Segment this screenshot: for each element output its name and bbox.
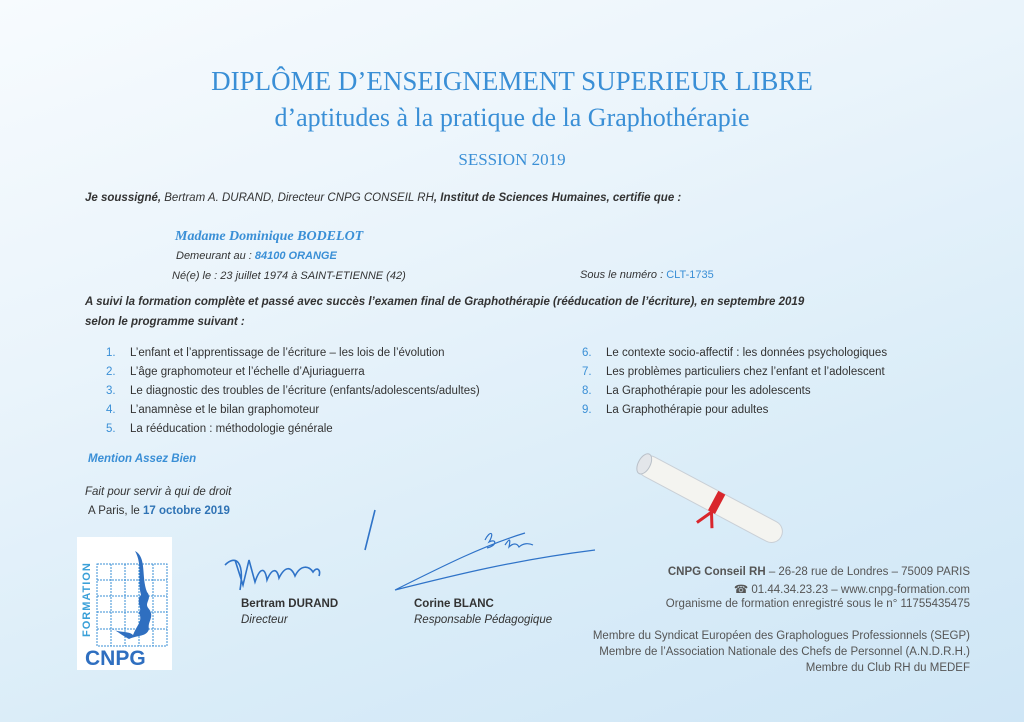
org-contact — [734, 582, 970, 596]
intro-part: , Institut de Sciences Humaines, certifie que : — [433, 192, 682, 204]
item-text: L’âge graphomoteur et l’échelle d’Ajuriaguerra — [130, 366, 365, 378]
item-number: 6. — [582, 347, 592, 359]
item-number: 4. — [106, 404, 116, 416]
fait-text: Fait pour servir à qui de droit — [85, 486, 232, 498]
item-text: La rééducation : méthodologie générale — [130, 423, 333, 435]
program-item — [582, 404, 887, 423]
address-label: Demeurant au : — [176, 250, 255, 262]
program-item — [106, 366, 480, 385]
signatory-name: Corine BLANC — [414, 598, 494, 610]
program-item — [106, 347, 480, 366]
item-text: L’anamnèse et le bilan graphomoteur — [130, 404, 320, 416]
recipient-name: Madame Dominique BODELOT — [175, 229, 364, 244]
signatory-role: Directeur — [241, 614, 288, 626]
intro — [85, 192, 681, 204]
org-address — [668, 566, 970, 578]
place: A Paris, le — [88, 505, 143, 517]
program-item — [582, 366, 887, 385]
session: SESSION 2019 — [458, 150, 566, 169]
phone-icon: ☎ — [733, 584, 749, 596]
program-item — [582, 347, 887, 366]
address-value: 84100 ORANGE — [254, 250, 337, 262]
org-registration: Organisme de formation enregistré sous le n° 11755435475 — [665, 598, 970, 610]
signatory-role: Responsable Pédagogique — [414, 614, 553, 626]
item-number: 5. — [106, 423, 116, 435]
item-text: Les problèmes particuliers chez l’enfant et l’adolescent — [606, 366, 885, 378]
diploma-title: DIPLÔME D’ENSEIGNEMENT SUPERIEUR LIBRE — [211, 66, 813, 96]
membership: Membre de l’Association Nationale des Chefs de Personnel (A.N.D.R.H.) — [599, 646, 970, 658]
item-number: 7. — [582, 366, 592, 378]
item-text: L’enfant et l’apprentissage de l’écriture – les lois de l’évolution — [130, 347, 445, 359]
item-text: Le diagnostic des troubles de l’écriture (enfants/adolescents/adultes) — [130, 385, 480, 397]
item-number: 9. — [582, 404, 592, 416]
statement-line2: selon le programme suivant : — [85, 316, 245, 328]
recipient-address — [176, 250, 337, 262]
item-text: La Graphothérapie pour adultes — [606, 404, 769, 416]
recipient-birth: Né(e) le : 23 juillet 1974 à SAINT-ETIENNE (42) — [172, 270, 406, 282]
place-date — [88, 505, 230, 517]
signatures — [215, 505, 605, 605]
membership: Membre du Club RH du MEDEF — [805, 662, 970, 674]
program-item — [106, 423, 480, 442]
blanc-signature — [395, 533, 595, 590]
membership: Membre du Syndicat Européen des Graphologues Professionnels (SEGP) — [592, 630, 970, 642]
signatory-name: Bertram DURAND — [241, 598, 339, 610]
number-value: CLT-1735 — [666, 269, 714, 281]
program-list-right — [582, 347, 887, 423]
program-item — [582, 385, 887, 404]
item-number: 3. — [106, 385, 116, 397]
logo-name: CNPG — [85, 647, 146, 670]
diploma-scroll-illustration — [625, 450, 795, 550]
item-text: La Graphothérapie pour les adolescents — [606, 385, 811, 397]
item-number: 1. — [106, 347, 116, 359]
org-phone-web: 01.44.34.23.23 – www.cnpg-formation.com — [748, 584, 970, 596]
org-name: CNPG Conseil RH — [667, 566, 766, 578]
logo-vertical-text: FORMATION — [81, 562, 93, 637]
diploma-subtitle: d’aptitudes à la pratique de la Graphothérapie — [274, 103, 750, 132]
recipient-number — [580, 269, 714, 281]
mention: Mention Assez Bien — [88, 453, 197, 465]
intro-part: Je soussigné, — [85, 192, 162, 204]
program-item — [106, 385, 480, 404]
durand-signature — [225, 510, 375, 590]
item-text: Le contexte socio-affectif : les données psychologiques — [606, 347, 888, 359]
org-street: – 26-28 rue de Londres – 75009 PARIS — [765, 566, 970, 578]
date: 17 octobre 2019 — [142, 505, 230, 517]
number-label: Sous le numéro : — [580, 269, 667, 281]
statement-line1: A suivi la formation complète et passé avec succès l’examen final de Graphothérapie (rééducation de l’écriture), en septembre 2019 — [85, 296, 805, 308]
program-list-left — [106, 347, 480, 442]
program-item — [106, 404, 480, 423]
item-number: 2. — [106, 366, 116, 378]
intro-part: Bertram A. DURAND, Directeur CNPG CONSEIL RH — [161, 192, 434, 204]
cnpg-logo — [77, 537, 172, 670]
item-number: 8. — [582, 385, 592, 397]
